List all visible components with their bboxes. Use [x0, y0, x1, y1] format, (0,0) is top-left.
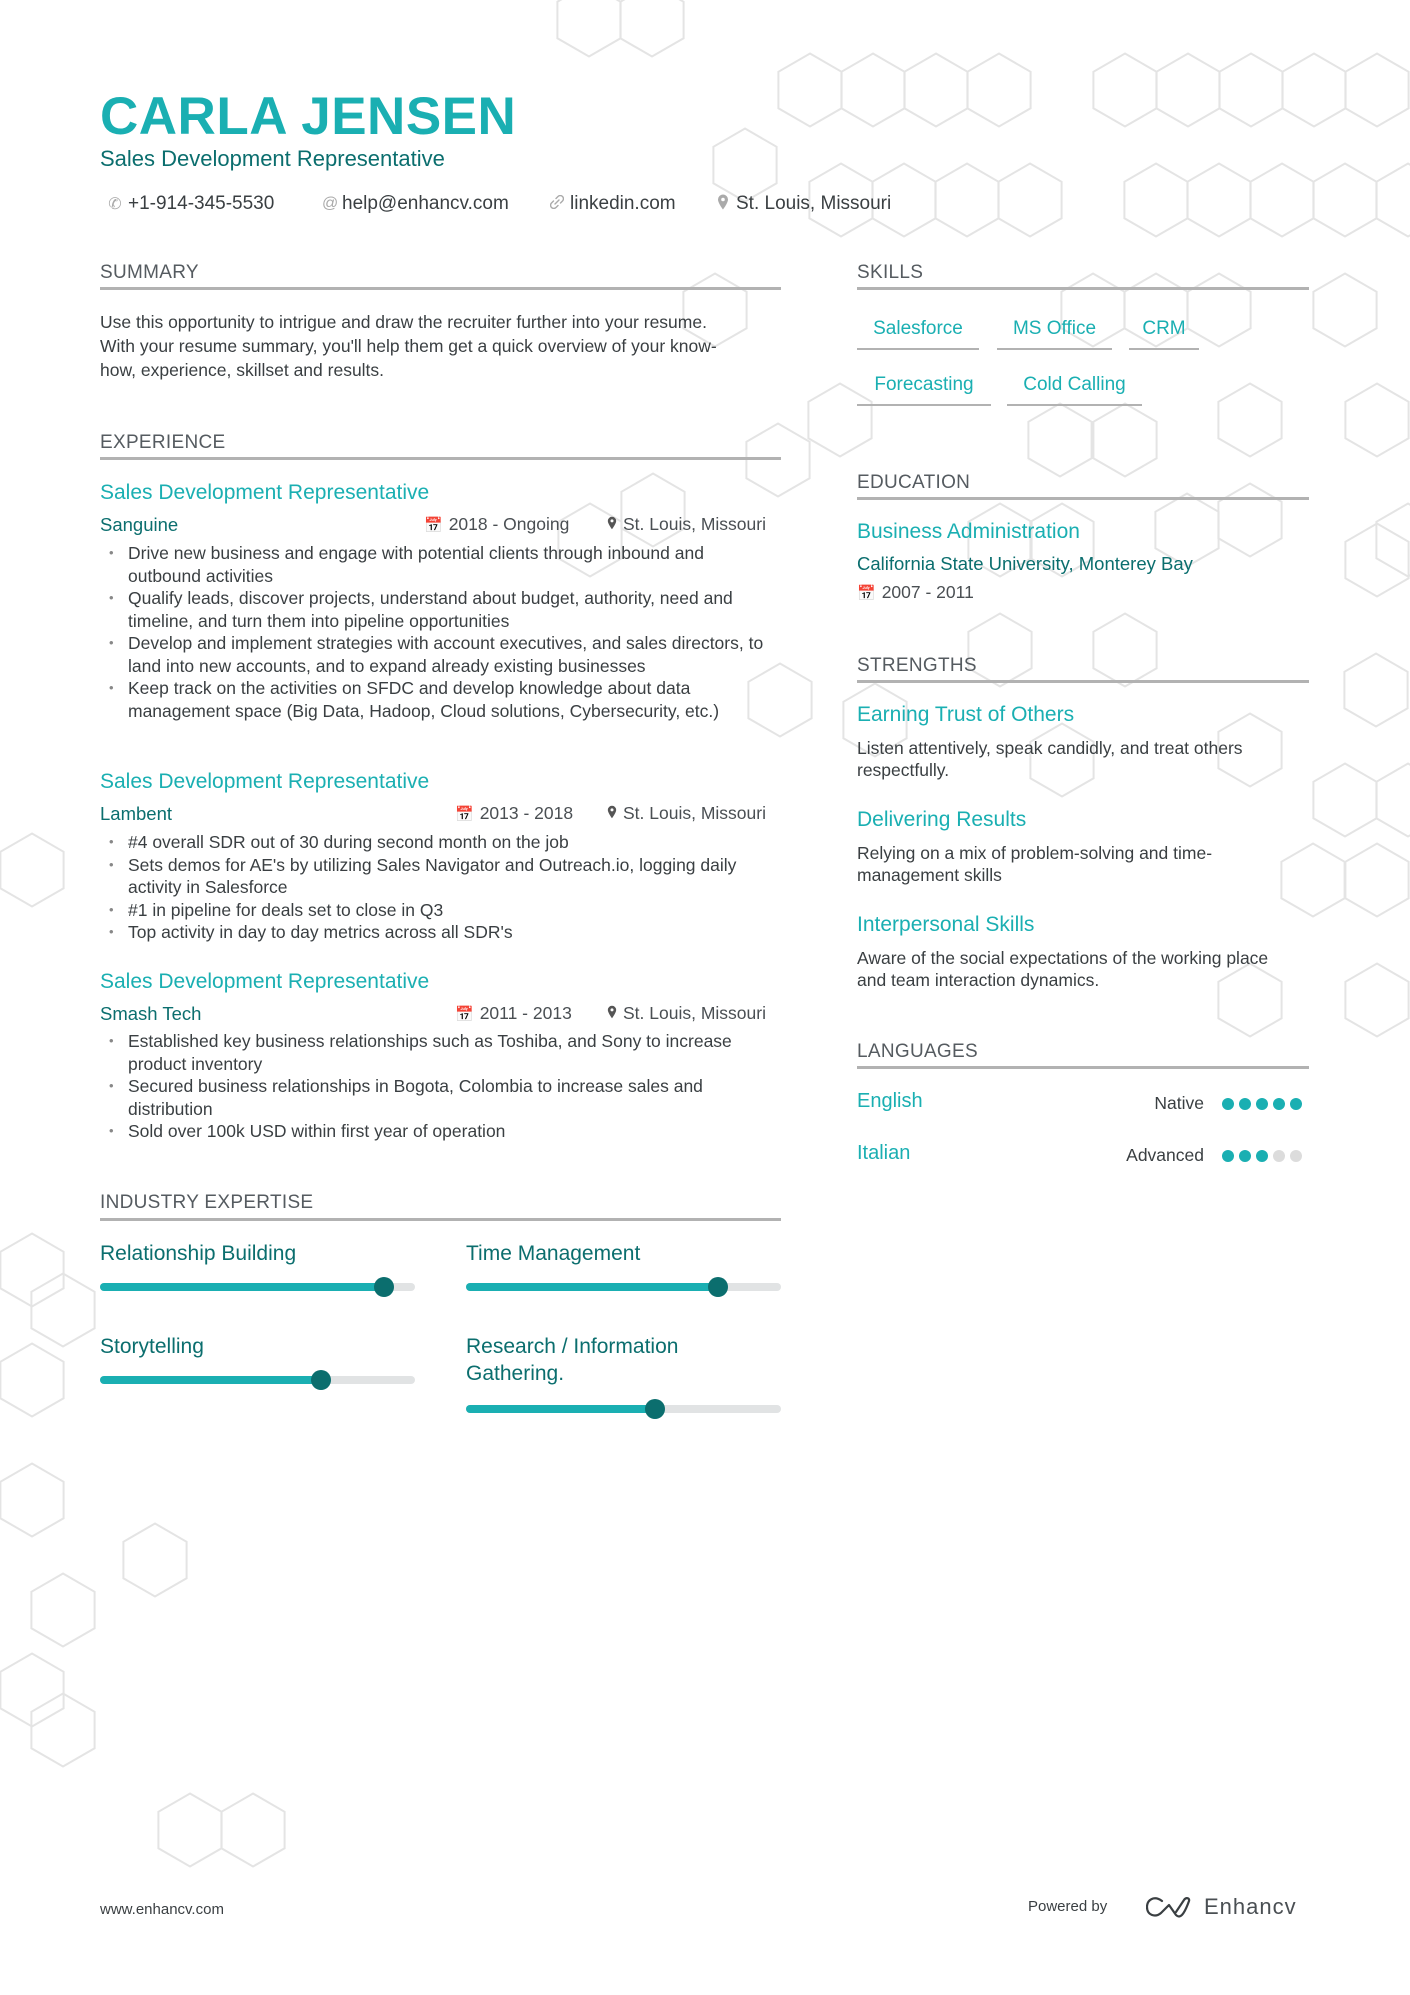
summary-line: how, experience, skillset and results. [100, 360, 385, 380]
summary-heading: SUMMARY [100, 262, 199, 283]
job-location [607, 803, 766, 824]
job-location-text: St. Louis, Missouri [623, 1003, 766, 1023]
job-location [607, 514, 766, 535]
expertise-bar-time-management [466, 1283, 781, 1291]
skills-heading: SKILLS [857, 262, 924, 283]
location-pin-icon [607, 516, 617, 534]
rating-dot [1256, 1150, 1268, 1162]
language-name: English [857, 1090, 923, 1112]
job-bullets [100, 1030, 780, 1143]
rating-dot [1290, 1098, 1302, 1110]
bullet-item: • Keep track on the activities on SFDC and develop knowledge about data management space (Big Data, Hadoop, Cloud solutions, Cybersecurity, etc.) [100, 677, 780, 722]
industry-expertise-heading: INDUSTRY EXPERTISE [100, 1192, 314, 1213]
experience-heading: EXPERIENCE [100, 432, 226, 453]
bullet-item: • Sold over 100k USD within first year of operation [100, 1120, 780, 1143]
rating-dot [1290, 1150, 1302, 1162]
summary-divider [100, 287, 781, 290]
expertise-bar-knob [311, 1370, 331, 1390]
job-company: Sanguine [100, 514, 179, 535]
job-title: Sales Development Representative [100, 970, 430, 993]
job-dates [455, 1003, 572, 1024]
strengths-divider [857, 680, 1309, 683]
summary-text [100, 310, 800, 382]
rating-dot [1239, 1098, 1251, 1110]
bullet-item: • Established key business relationships such as Toshiba, and Sony to increase product inventory [100, 1030, 780, 1075]
education-divider [857, 497, 1309, 500]
location-pin-icon [607, 1005, 617, 1023]
job-dates-text: 2013 - 2018 [479, 803, 574, 823]
expertise-bar-research [466, 1405, 781, 1413]
expertise-bar-knob [645, 1399, 665, 1419]
link-icon [550, 195, 564, 214]
education-heading: EDUCATION [857, 472, 971, 493]
powered-by-label: Powered by [1028, 1898, 1108, 1915]
language-level: Native [1154, 1093, 1204, 1113]
contact-email[interactable] [322, 193, 509, 215]
job-dates [424, 514, 569, 535]
industry-expertise-divider [100, 1218, 781, 1221]
language-level: Advanced [1126, 1145, 1204, 1165]
job-location-text: St. Louis, Missouri [623, 514, 766, 534]
language-rating [1222, 1098, 1302, 1110]
at-icon: @ [322, 195, 339, 212]
strength-description: Listen attentively, speak candidly, and treat others respectfully. [857, 738, 1243, 780]
skill-tag: Salesforce [857, 318, 979, 350]
strength-description: Aware of the social expectations of the working place and team interaction dynamics. [857, 948, 1269, 990]
candidate-name: CARLA JENSEN [100, 87, 517, 146]
language-name: Italian [857, 1142, 911, 1164]
education-dates-text: 2007 - 2011 [881, 582, 974, 602]
expertise-bar-storytelling [100, 1376, 415, 1384]
skill-tag: CRM [1129, 318, 1199, 350]
strength-title: Delivering Results [857, 808, 1027, 831]
contact-linkedin[interactable] [550, 193, 676, 215]
language-rating [1222, 1150, 1302, 1162]
calendar-icon: 📅 [455, 805, 474, 823]
job-bullets [100, 542, 780, 722]
job-title: Sales Development Representative [100, 770, 430, 793]
contact-phone[interactable] [108, 193, 274, 215]
job-dates-text: 2011 - 2013 [479, 1003, 572, 1023]
bullet-item: • Drive new business and engage with potential clients through inbound and outbound activities [100, 542, 780, 587]
expertise-label: Relationship Building [100, 1242, 297, 1265]
strengths-heading: STRENGTHS [857, 655, 977, 676]
job-company: Lambent [100, 803, 172, 824]
rating-dot [1222, 1150, 1234, 1162]
expertise-bar-fill [100, 1283, 384, 1291]
job-dates [455, 803, 573, 824]
calendar-icon: 📅 [424, 516, 443, 534]
rating-dot [1273, 1150, 1285, 1162]
strength-title: Earning Trust of Others [857, 703, 1075, 726]
expertise-bar-fill [466, 1405, 655, 1413]
bullet-item: • #1 in pipeline for deals set to close in Q3 [100, 899, 780, 922]
bullet-item: • Sets demos for AE's by utilizing Sales Navigator and Outreach.io, logging daily activity in Salesforce [100, 854, 780, 899]
rating-dot [1239, 1150, 1251, 1162]
rating-dot [1273, 1098, 1285, 1110]
bullet-item: • Secured business relationships in Bogota, Colombia to increase sales and distribution [100, 1075, 780, 1120]
skill-tag: Cold Calling [1007, 374, 1142, 406]
job-location [607, 1003, 766, 1024]
summary-line: Use this opportunity to intrigue and draw the recruiter further into your resume. [100, 312, 707, 332]
bullet-item: • Develop and implement strategies with account executives, and sales directors, to land into new accounts, and to expand already existing businesses [100, 632, 780, 677]
expertise-bar-relationship-building [100, 1283, 415, 1291]
expertise-label: Storytelling [100, 1335, 204, 1358]
strength-description: Relying on a mix of problem-solving and time-management skills [857, 843, 1213, 885]
education-dates [857, 582, 974, 603]
languages-heading: LANGUAGES [857, 1041, 978, 1062]
phone-icon: ✆ [108, 196, 122, 213]
bullet-item: • Top activity in day to day metrics across all SDR's [100, 921, 780, 944]
calendar-icon: 📅 [857, 584, 876, 602]
expertise-label: Time Management [466, 1242, 641, 1265]
education-degree: Business Administration [857, 520, 1080, 543]
skill-tag: Forecasting [857, 374, 991, 406]
phone-text: +1-914-345-5530 [128, 193, 275, 214]
candidate-title: Sales Development Representative [100, 146, 445, 171]
bullet-item: • Qualify leads, discover projects, understand about budget, authority, need and timeline, and turn them into pipeline opportunities [100, 587, 780, 632]
summary-line: With your resume summary, you'll help them get a quick overview of your know- [100, 336, 717, 356]
expertise-bar-fill [100, 1376, 321, 1384]
skills-divider [857, 287, 1309, 290]
location-pin-icon [716, 194, 730, 215]
enhancv-logo-icon [1146, 1895, 1192, 1926]
expertise-bar-knob [708, 1277, 728, 1297]
footer-website-link[interactable]: www.enhancv.com [100, 1901, 224, 1918]
experience-divider [100, 457, 781, 460]
job-bullets [100, 831, 780, 944]
enhancv-brand-text: Enhancv [1204, 1894, 1297, 1919]
skill-tag: MS Office [997, 318, 1112, 350]
job-dates-text: 2018 - Ongoing [448, 514, 570, 534]
location-pin-icon [607, 805, 617, 823]
linkedin-text: linkedin.com [570, 193, 676, 214]
calendar-icon: 📅 [455, 1005, 474, 1023]
job-company: Smash Tech [100, 1003, 202, 1024]
contact-location [716, 193, 891, 215]
education-school: California State University, Monterey Bay [857, 553, 1193, 574]
rating-dot [1256, 1098, 1268, 1110]
location-text: St. Louis, Missouri [736, 193, 892, 214]
email-text: help@enhancv.com [342, 193, 509, 214]
expertise-label: Research / Information Gathering. [466, 1335, 679, 1385]
languages-divider [857, 1066, 1309, 1069]
job-title: Sales Development Representative [100, 481, 430, 504]
expertise-bar-knob [374, 1277, 394, 1297]
bullet-item: • #4 overall SDR out of 30 during second month on the job [100, 831, 780, 854]
job-location-text: St. Louis, Missouri [623, 803, 766, 823]
rating-dot [1222, 1098, 1234, 1110]
expertise-bar-fill [466, 1283, 718, 1291]
strength-title: Interpersonal Skills [857, 913, 1035, 936]
